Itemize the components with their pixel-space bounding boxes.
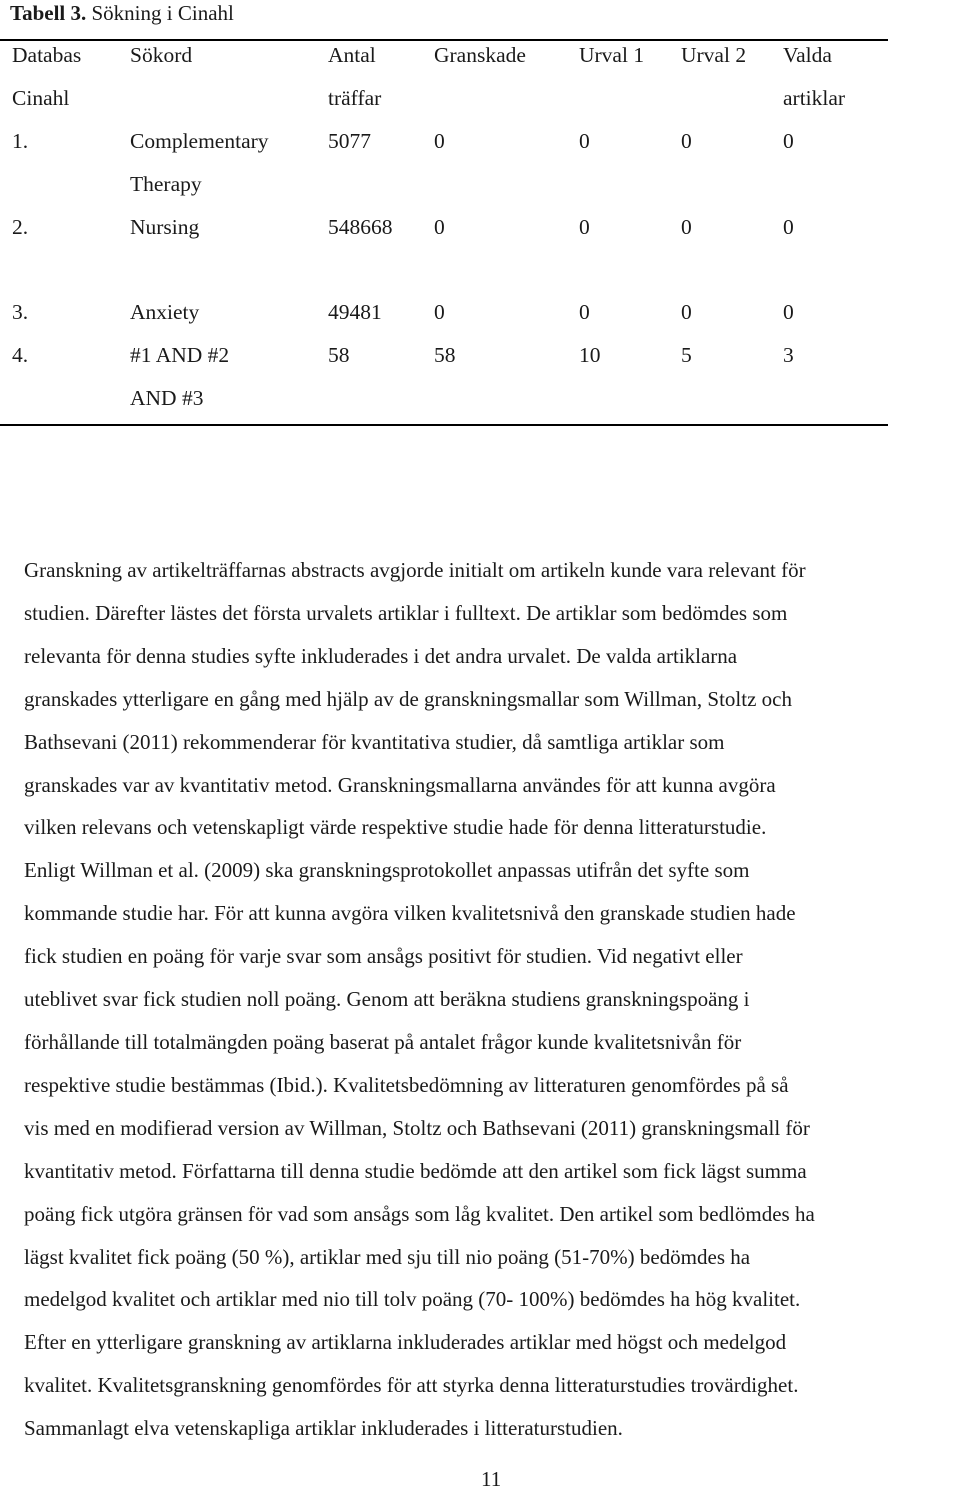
header-traffar: träffar [328,86,382,110]
row-number: 4. [12,343,29,367]
paragraph-line: granskades var av kvantitativ metod. Granskningsmallarna användes för att kunna avgöra [24,772,776,797]
header-urval-1: Urval 1 [579,43,645,67]
row-sokord: Anxiety [130,300,200,324]
paragraph-line: Granskning av artikelträffarnas abstracts avgjorde initialt om artikeln kunde vara relevant för [24,558,806,582]
table-caption-label: Tabell 3. [10,1,87,25]
body-paragraph [24,549,958,1450]
row-sokord-cont: AND #3 [130,386,204,410]
row-sokord: Nursing [130,215,200,239]
row-sokord: Complementary [130,129,269,153]
paragraph-line: fick studien en poäng för varje svar som ansågs positivt för studien. Vid negativt eller [24,944,743,969]
row-urval-1: 0 [579,300,590,324]
row-urval-1: 10 [579,343,601,367]
header-granskade: Granskade [434,43,526,67]
header-urval-2: Urval 2 [681,43,747,67]
paragraph-line: lägst kvalitet fick poäng (50 %), artiklar med sju till nio poäng (51-70%) bedömdes ha [24,1244,751,1269]
row-urval-2: 0 [681,215,692,239]
paragraph-line: Efter en ytterligare granskning av artiklarna inkluderades artiklar med högst och medelgod [24,1330,787,1355]
row-granskade: 0 [434,215,445,239]
paragraph-line: medelgod kvalitet och artiklar med nio till tolv poäng (70- 100%) bedömdes ha hög kvalitet. [24,1287,801,1312]
row-antal: 548668 [328,215,393,239]
header-databas: Databas [12,43,82,67]
table-caption [10,0,234,26]
header-cinahl: Cinahl [12,86,70,110]
paragraph-line: relevanta för denna studies syfte inkluderades i det andra urvalet. De valda artiklarna [24,643,738,668]
row-urval-2: 0 [681,129,692,153]
header-sokord: Sökord [130,43,193,67]
paragraph-line: respektive studie bestämmas (Ibid.). Kvalitetsbedömning av litteraturen genomfördes på så [24,1072,789,1097]
row-granskade: 0 [434,300,445,324]
row-sokord: #1 AND #2 [130,343,230,367]
header-antal: Antal [328,43,376,67]
row-sokord-cont: Therapy [130,172,202,196]
row-urval-2: 0 [681,300,692,324]
header-artiklar: artiklar [783,86,846,110]
row-urval-1: 0 [579,129,590,153]
table-caption-title: Sökning i Cinahl [86,1,234,25]
row-granskade: 0 [434,129,445,153]
paragraph-line: uteblivet svar fick studien noll poäng. Genom att beräkna studiens granskningspoäng i [24,987,750,1012]
paragraph-line: kvalitet. Kvalitetsgranskning genomfördes för att styrka denna litteraturstudies trovärdighet. [24,1373,799,1398]
row-antal: 58 [328,343,350,367]
row-number: 1. [12,129,29,153]
row-valda: 0 [783,300,794,324]
paragraph-line: kommande studie har. För att kunna avgöra vilken kvalitetsnivå den granskade studien hade [24,901,796,926]
paragraph-line: kvantitativ metod. Författarna till denna studie bedömde att den artikel som fick lägst summa [24,1158,807,1183]
row-urval-2: 5 [681,343,692,367]
header-valda: Valda [783,43,832,67]
paragraph-line: vis med en modifierad version av Willman, Stoltz och Bathsevani (2011) granskningsmall för [24,1115,810,1140]
table-bottom-rule [0,424,888,426]
paragraph-line: förhållande till totalmängden poäng baserat på antalet frågor kunde kvalitetsnivån för [24,1029,742,1054]
paragraph-line: poäng fick utgöra gränsen för vad som ansågs som låg kvalitet. Den artikel som bedlömdes ha [24,1201,815,1226]
page-number: 11 [481,1467,502,1491]
paragraph-line: granskades ytterligare en gång med hjälp av de granskningsmallar som Willman, Stoltz och [24,686,792,711]
paragraph-line: studien. Därefter lästes det första urvalets artiklar i fulltext. De artiklar som bedömdes som [24,600,788,625]
row-valda: 3 [783,343,794,367]
row-antal: 49481 [328,300,382,324]
row-valda: 0 [783,129,794,153]
row-number: 2. [12,215,29,239]
row-antal: 5077 [328,129,371,153]
row-urval-1: 0 [579,215,590,239]
paragraph-line: Sammanlagt elva vetenskapliga artiklar inkluderades i litteraturstudien. [24,1416,623,1441]
row-valda: 0 [783,215,794,239]
row-granskade: 58 [434,343,456,367]
paragraph-line: Bathsevani (2011) rekommenderar för kvantitativa studier, då samtliga artiklar som [24,729,725,754]
paragraph-line: vilken relevans och vetenskapligt värde respektive studie hade för denna litteraturstudie. [24,815,767,840]
paragraph-line: Enligt Willman et al. (2009) ska granskningsprotokollet anpassas utifrån det syfte som [24,858,750,883]
row-number: 3. [12,300,29,324]
